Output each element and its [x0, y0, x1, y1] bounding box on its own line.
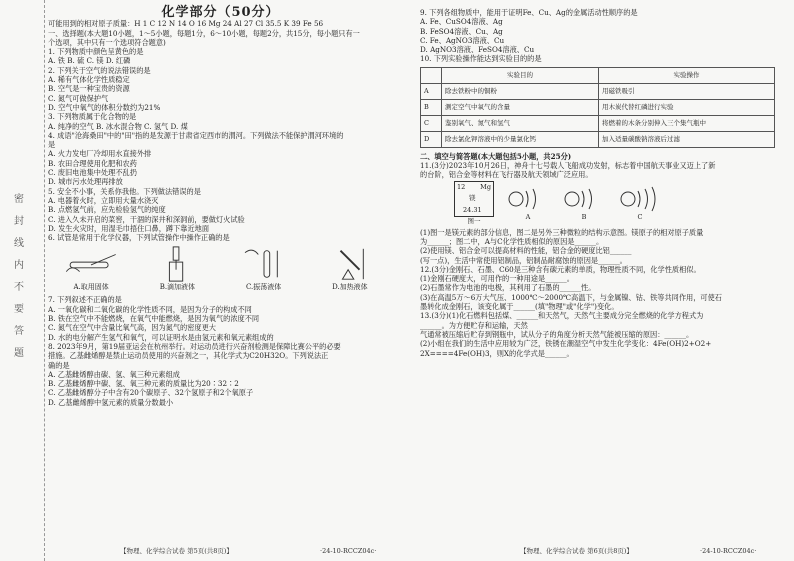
binding-margin	[0, 0, 45, 561]
table-cell: 除去氯化钾溶液中的少量氯化钙	[442, 131, 599, 147]
text-line: 2. 下列关于空气的说法错误的是	[48, 65, 151, 75]
text-line: D. 城市污水处理再排放	[48, 177, 123, 187]
fig-label: A	[525, 213, 531, 222]
margin-word: 答	[14, 326, 24, 337]
right-text-block-3	[420, 228, 780, 358]
element-cell	[454, 181, 494, 217]
margin-word: 线	[14, 238, 24, 249]
particle-a	[506, 185, 550, 222]
text-line: ______。为方便贮存和运输，天然	[420, 320, 528, 330]
text-line: 确的是	[48, 360, 70, 370]
text-line: (2)石墨常作为电池的电极，其利用了石墨的______性。	[420, 283, 596, 293]
text-line: D. 发生火灾时，用湿毛巾捂住口鼻，蹲下靠近地面	[48, 223, 210, 233]
experiment-table	[420, 67, 775, 148]
text-line: 7. 下列叙述不正确的是	[48, 295, 122, 305]
text-line: 11.(3分)2023年10月26日，神舟十七号载人飞船成功发射，标志着中国航天事业又迈上了新	[420, 161, 716, 171]
table-header: 实验目的	[442, 67, 599, 83]
text-line: 13.(3分)(1)化石燃料包括煤、______和天然气，天然气主要成分完全燃烧的化学方程式为	[420, 311, 704, 321]
margin-word: 不	[14, 282, 24, 293]
element-cell-figure	[454, 181, 494, 226]
text-line: (写一点)，生活中常使用铝制品，铝制品耐腐蚀的原因是______。	[420, 255, 627, 265]
atomic-mass: 24.31	[463, 205, 482, 214]
table-cell: A	[421, 83, 442, 99]
caption-c: C.振荡液体	[245, 283, 282, 292]
text-line: A. 纯净的空气 B. 冰水混合物 C. 氢气 D. 煤	[48, 121, 188, 131]
table-cell: B	[421, 99, 442, 115]
text-line: A. 稀有气体化学性质稳定	[48, 75, 130, 85]
footer-code-right: ·24-10-RCCZ04c·	[700, 547, 757, 555]
caption-a: A.取用固体	[73, 283, 109, 292]
text-line: 9. 下列各组物质中，能用于证明Fe、Cu、Ag的金属活动性顺序的是	[420, 8, 638, 17]
text-line: B. 铁在空气中不能燃烧，在氧气中能燃烧，是因为氧气的浓度不同	[48, 314, 260, 324]
text-line: B. FeSO4溶液、Cu、Ag	[420, 26, 503, 36]
text-line: C. Fe、AgNO3溶液、Cu	[420, 35, 505, 45]
text-line: C. 废旧电池集中处理不乱扔	[48, 168, 137, 178]
text-line: D. 水的电分解产生氢气和氧气，可以证明水是由氢元素和氧元素组成的	[48, 332, 274, 342]
fig-label: C	[637, 213, 643, 222]
table-header	[421, 67, 442, 83]
text-line: A. Fe、CuSO4溶液、Ag	[420, 17, 503, 27]
heating-illustration	[321, 245, 379, 283]
table-cell: 将燃着的木条分别伸入三个集气瓶中	[599, 115, 775, 131]
element-name: 镁	[469, 194, 476, 203]
table-cell: 测定空气中氧气的含量	[442, 99, 599, 115]
table-row	[421, 99, 775, 115]
text-line: 6. 试管是常用于化学仪器，下列试管操作中操作正确的是	[48, 233, 230, 243]
text-line: B. 农田合理使用化肥和农药	[48, 158, 137, 168]
text-line: 为______；图二中，A与C化学性质相似的原因是______。	[420, 236, 604, 246]
table-row	[421, 83, 775, 99]
table-cell: 除去铁粉中的铜粉	[442, 83, 599, 99]
text-line: B. 空气是一种宝贵的资源	[48, 84, 130, 94]
atom-figures	[454, 182, 780, 226]
text-line: 可能用到的相对原子质量：H 1 C 12 N 14 O 16 Mg 24 Al 27 Cl 35.5 K 39 Fe 56	[48, 19, 324, 29]
footer-left-page: 【物理、化学综合试卷 第5页(共8页)】	[120, 547, 233, 555]
particle-b	[562, 185, 606, 222]
table-cell: 加入适量碳酸钠溶液后过滤	[599, 131, 775, 147]
text-line: 8. 2023年9月，第19届亚运会在杭州举行。对运动员进行兴奋剂检测是保障比赛公平的必要	[48, 341, 341, 351]
text-line: 个选项，其中只有一个选项符合题意)	[48, 37, 166, 47]
atom-structure-icon	[506, 185, 550, 213]
left-column	[48, 5, 393, 407]
text-line: 3. 下列物质属于化合物的是	[48, 112, 137, 122]
footer-right-page: 【物理、化学综合试卷 第6页(共8页)】	[520, 547, 633, 555]
text-line: A. 乙基雌烯醇由碳、氢、氧三种元素组成	[48, 369, 180, 379]
caption-b: B.滴加液体	[159, 283, 196, 292]
margin-word: 题	[14, 348, 24, 359]
text-line: 一、选择题(本大题10小题，1～5小题，每题1分，6～10小题，每题2分，共15分，每小题只有一	[48, 28, 360, 38]
text-line: (2)使用镁、铝合金可以提高材料的性能，铝合金的硬度比铝______	[420, 246, 632, 256]
right-text-block	[420, 8, 780, 64]
caption-d: D.加热液体	[332, 283, 368, 292]
atom-structure-icon	[562, 185, 606, 213]
table-row	[421, 131, 775, 147]
dropper-illustration	[148, 245, 206, 283]
particle-c	[618, 185, 662, 222]
shaking-illustration	[235, 245, 293, 283]
text-line: 12.(3分)金刚石、石墨、C60是三种含有碳元素的单质，物理性质不同，化学性质相似。	[420, 264, 701, 274]
text-line: C. 乙基雌烯醇分子中含有20个碳原子、32个氢原子和2个氧原子	[48, 388, 254, 398]
text-line: B. 点燃氢气前，应先检验氢气的纯度	[48, 205, 166, 215]
solid-taking-illustration	[62, 245, 120, 283]
text-line: 4. 成语"沧海桑田"中的"田"指的是发源于甘肃省定西市的渭河。下列做法不能保护渭河环境的	[48, 130, 344, 140]
table-cell: 鉴别氧气、氮气和氢气	[442, 115, 599, 131]
text-line: D. 乙基雌烯醇中氢元素的质量分数最小	[48, 397, 174, 407]
text-line: A. 铁 B. 硫 C. 镁 D. 红磷	[48, 56, 131, 66]
text-line: 的台阶，铝合金等材料在飞行器及航天领域广泛应用。	[420, 170, 593, 180]
text-line: D. AgNO3溶液、FeSO4溶液、Cu	[420, 45, 535, 55]
text-line: A. 电器着火时，立即用大量水浇灭	[48, 195, 159, 205]
right-column	[420, 8, 780, 358]
text-line: 是	[48, 140, 56, 150]
text-line: 措施。乙基雌烯醇是禁止运动员使用的兴奋剂之一，其化学式为C20H32O。下列说法正	[48, 351, 329, 361]
text-line: A. 一氧化碳和二氧化碳的化学性质不同，是因为分子的构成不同	[48, 304, 252, 314]
fig-label: B	[581, 213, 587, 222]
margin-word: 密	[14, 194, 24, 205]
right-text-block-2	[420, 161, 780, 180]
table-cell: D	[421, 131, 442, 147]
table-cell: 用木炭代替红磷进行实验	[599, 99, 775, 115]
margin-word: 封	[14, 216, 24, 227]
element-symbol: Mg	[480, 183, 491, 192]
image-d	[315, 245, 385, 293]
image-c	[229, 245, 299, 293]
section-2-heading: 二、填空与简答题(本大题包括5小题，共25分)	[420, 151, 572, 161]
section-title: 化学部分（50分）	[161, 5, 280, 20]
table-cell: C	[421, 115, 442, 131]
image-a	[56, 245, 126, 293]
text-line: (1)金刚石硬度大，可用作的一种用途是______。	[420, 274, 574, 284]
text-line: C. 氮气在空气中含量比氧气高，因为氮气的密度更大	[48, 323, 216, 333]
text-line: 5. 安全不小事，关系你我他。下列做法错误的是	[48, 186, 201, 196]
text-line: 墨转化成金刚石，该变化属于______(填"物理"或"化学")变化。	[420, 302, 619, 312]
text-line: C. 氮气可做保护气	[48, 93, 109, 103]
footer-code-left: ·24-10-RCCZ04c·	[320, 547, 377, 555]
atomic-number: 12	[457, 183, 466, 192]
apparatus-images	[48, 245, 393, 293]
margin-word: 要	[14, 304, 24, 315]
text-line: C. 进入久未开启的菜窖，干涸的深井和深洞前，要做灯火试验	[48, 214, 245, 224]
text-line: (2)小组在我们的生活中应用较为广泛，铁锈在潮湿空气中发生化学变化：4Fe(OH)2+O2+	[420, 339, 712, 349]
margin-word: 内	[14, 260, 24, 271]
text-line: A. 火力发电厂冷却用水直接外排	[48, 149, 152, 159]
table-cell: 用磁铁吸引	[599, 83, 775, 99]
fig-label: 图一	[467, 217, 481, 226]
text-line: (3)在高温5万～6万大气压、1000℃～2000℃高温下，与金属镍、钴、铁等共同作用，可使石	[420, 292, 722, 302]
text-line: 2X====4Fe(OH)3，则X的化学式是______。	[420, 348, 574, 358]
table-row	[421, 115, 775, 131]
text-line: 10. 下列实验操作能达到实验目的的是	[420, 54, 542, 64]
left-text-block-2	[48, 295, 393, 407]
text-line: 1. 下列物质中颜色呈黄色的是	[48, 47, 144, 57]
image-b	[142, 245, 212, 293]
text-line: D. 空气中氧气的体积分数约为21%	[48, 102, 161, 112]
text-line: B. 乙基雌烯醇中碳、氢、氧三种元素的质量比为20∶32∶2	[48, 379, 239, 389]
atom-structure-icon	[618, 185, 662, 213]
text-line: 气通常被压缩后贮存到钢瓶中，试从分子的角度分析天然气能被压缩的原因：______。	[420, 329, 694, 339]
left-text-block	[48, 19, 393, 242]
text-line: (1)图一是镁元素的部分信息，图二是另外三种微粒的结构示意图。镁原子的相对原子质量	[420, 227, 704, 237]
table-header: 实验操作	[599, 67, 775, 83]
